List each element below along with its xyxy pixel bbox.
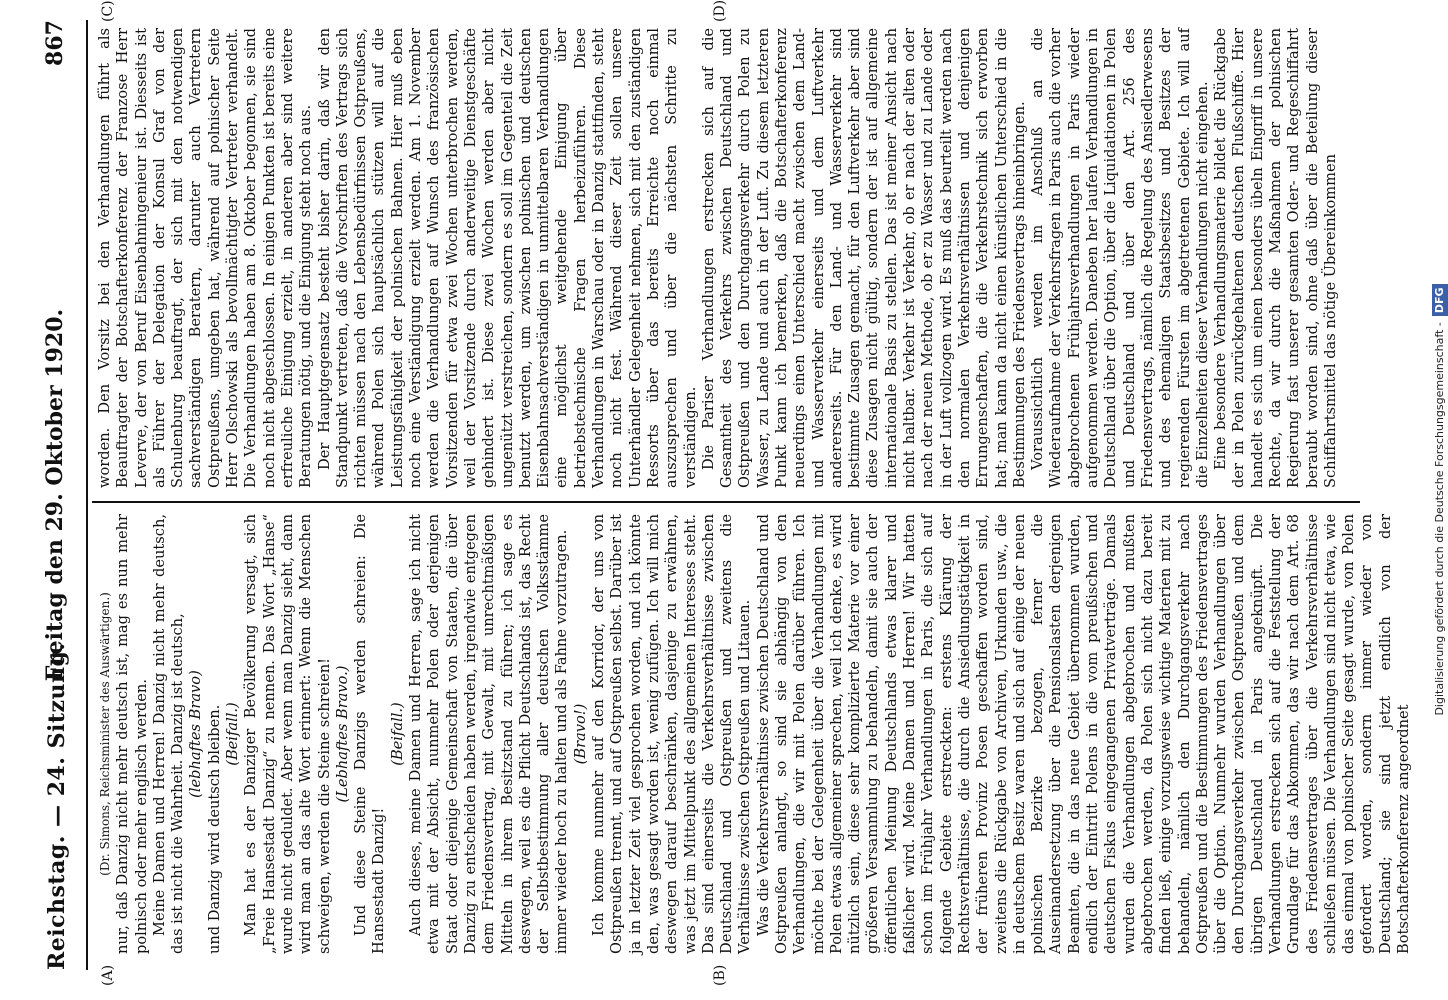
interjection: (Beifall.) bbox=[224, 702, 242, 766]
paragraph: und Danzig wird deutsch bleiben. bbox=[205, 704, 223, 954]
paragraph: Die Pariser Verhandlungen erstrecken sich auf die Gesamtheit des Verkehrs zwischen Deutschland und Ostpreußen und den Durchgangsverkehr durch Polen zu Wasser, zu Lande und auch in der Luft. Zu diesem letzteren Punkt kann ich bemerken, daß die Botschafterkonferenz neuerdings einen Unterschied macht zwischen dem Land- und Wasserverkehr einerseits und dem Luftverkehr andererseits. Für den Land- und Wasserverkehr sind bestimmte Zusagen gemacht, für den Luftverkehr aber sind diese Zusagen nicht gültig, sondern der ist auf allgemeine internationale Basis zu stellen. Das ist meiner Ansicht nach nicht haltbar. Verkehr ist Verkehr, ob er nach der alten oder nach der neuen Methode, ob er zu Wasser und zu Lande oder in der Luft vollzogen wird. Es muß das beurteilt werden nach den normalen Verkehrsverhältnissen und denjenigen Errungenschaften, die die Verkehrstechnik sich erworben hat; man kann da nicht einen künstlichen Unterschied in die Bestimmungen des Friedensvertrags hineinbringen. bbox=[699, 28, 1028, 488]
paragraph: Ich komme nunmehr auf den Korridor, der uns von Ostpreußen trennt, und auf Ostpreußen selbst. Darüber ist ja in letzter Zeit viel gesprochen worden, und ich könnte den, was gesagt worden ist, wenig zufügen. Ich will mich deswegen darauf beschränken, dasjenige zu erwähnen, was jetzt im Mittelpunkt des allgemeinen Interesses steht. Das sind einerseits die Verkehrsverhältnisse zwischen Deutschland und Ostpreußen und zweitens die Verhältnisse zwischen Ostpreußen und Litauen. bbox=[590, 514, 754, 954]
paragraph: Man hat es der Danziger Bevölkerung versagt, sich „Freie Hansestadt Danzig“ zu nennen. Das Wort „Hanse“ wurde nicht geduldet. Aber wenn man Danzig sieht, dann wird man an das alte Wort erinnert: Wenn die Menschen schweigen, werden die Steine schreien! bbox=[242, 514, 333, 954]
paragraph: Voraussichtlich werden im Anschluß an die Wiederaufnahme der Verkehrsfragen in Paris auch die vorher abgebrochenen Frühjahrsverhandlungen in Paris wieder aufgenommen werden. Daneben her laufen Verhandlungen in Deutschland über die Option, über die Liquidationen in Polen und Deutschland und über den Art. 256 des Friedensvertrags, nämlich die Regelung des Ansiedlerwesens und des ehemaligen Staatsbesitzes und Besitzes der regierenden Fürsten im abgetretenen Gebiete. Ich will auf die Einzelheiten dieser Verhandlungen nicht eingehen. bbox=[1029, 28, 1211, 488]
paragraph: Der Hauptgegensatz besteht bisher darin, daß wir den Standpunkt vertreten, daß die Vorschriften des Vertrags sich richten müssen nach den Lebensbedürfnissen Ostpreußens, während Polen sich hauptsächlich stützen will auf die Leistungsfähigkeit der polnischen Bahnen. Hier muß eben noch eine Verständigung erzielt werden. Am 1. November werden die Verhandlungen auf Wunsch des französischen Vorsitzenden für etwa zwei Wochen unterbrochen werden, weil der Vorsitzende durch anderweitige Dienstgeschäfte gehindert ist. Diese zwei Wochen werden aber nicht ungenützt verstreichen, sondern es soll im Gegenteil die Zeit benutzt werden, um zwischen polnischen und deutschen Eisenbahnsachverständigen in unmittelbaren Verhandlungen eine möglichst weitgehende Einigung über betriebstechnische Fragen herbeizuführen. Diese Verhandlungen in Warschau oder in Danzig stattfinden, steht noch nicht fest. Während dieser Zeit sollen unsere Unterhändler Gelegenheit nehmen, sich mit den zuständigen Ressorts über das bereits Erreichte noch einmal auszusprechen und über die nächsten Schritte zu verständigen. bbox=[315, 28, 699, 488]
header-left: Reichstag. — 24. Sitzung. bbox=[44, 642, 70, 970]
digitization-credit bbox=[1418, 10, 1446, 990]
interjection: (Lebhaftes Bravo.) bbox=[333, 665, 351, 803]
paragraph: worden. Den Vorsitz bei den Verhandlungen führt als Beauftragter der Botschafterkonferenz der Franzose Herr Leverve, der von Beruf Eisenbahningenieur ist. Diesseits ist als Führer der Delegation der Konsul Graf von der Schulenburg beauftragt, der sich mit den notwendigen sachverständigen Beratern, darunter auch Vertretern Ostpreußens, umgeben hat, während auf polnischer Seite Herr Olschowski als bevollmächtigter Vertreter verhandelt. Die Verhandlungen haben am 8. Oktober begonnen, sie sind noch nicht abgeschlossen. In einigen Punkten ist bereits eine erfreuliche Einigung erzielt, in anderen aber sind weitere Beratungen nötig, und die Einigung steht noch aus. bbox=[96, 28, 315, 488]
paragraph: Eine besondere Verhandlungsmaterie bildet die Rückgabe der in Polen zurückgehaltenen deutschen Flußschiffe. Hier handelt es sich um einen besonders übeln Eingriff in unsere Rechte, da wir durch die Maßnahmen der polnischen Regierung fast unserer gesamten Oder- und Regeschiffahrt beraubt worden sind, ohne daß über die Beteilung dieser Schiffahrtsmittel das nötige Übereinkommen bbox=[1212, 28, 1339, 488]
interjection: (Bravo!) bbox=[571, 703, 589, 765]
page-header bbox=[38, 20, 78, 970]
right-column bbox=[96, 28, 1360, 488]
margin-marker-a: (A) bbox=[100, 964, 116, 986]
paragraph: Auch dieses, meine Damen und Herren, sage ich nicht etwa mit der Absicht, nunmehr Polen oder derjenigen Staat oder diejenige Gemeinschaft von Staaten, die über Danzig zu entscheiden haben werden, irgendwie entgegen dem Friedensvertrag, mit Gewalt, mit unrechtmäßigen Mitteln in ihrem Besitzstand zu führen; ich sage es deswegen, weil es die Pflicht Deutschlands ist, das Recht der Selbstbestimmung aller deutschen Volksstämme immer wieder hoch zu halten und als Fahne vorzutragen. bbox=[407, 514, 571, 954]
margin-marker-b: (B) bbox=[712, 964, 728, 986]
dfg-logo: DFG bbox=[1432, 284, 1448, 316]
page-number: 867 bbox=[42, 20, 68, 66]
header-rule bbox=[86, 20, 88, 970]
paragraph: Und diese Steine Danzigs werden schreien: Die Hansestadt Danzig! bbox=[352, 514, 388, 954]
credit-text-wrapper bbox=[1432, 10, 1448, 990]
interjection: (lebhaftes Bravo) bbox=[187, 670, 205, 798]
margin-marker-d: (D) bbox=[712, 0, 728, 22]
header-date: Freitag den 29. Oktober 1920. bbox=[42, 308, 68, 682]
credit-text: Digitalisierung gefördert durch die Deutsche Forschungsgemeinschaft - bbox=[1433, 322, 1446, 716]
paragraph: Was die Verkehrsverhältnisse zwischen Deutschland und Ostpreußen anlangt, so sind sie abhängig von den Verhandlungen, die wir mit Polen darüber führen. Ich möchte bei der Gelegenheit über die Verhandlungen mit Polen etwas allgemeiner sprechen, weil ich denke, es wird nützlich sein, diese sehr komplizierte Materie vor einer größeren Versammlung zu behandeln, damit sie auch der öffentlichen Meinung Deutschlands etwas klarer und faßlicher wird. Meine Damen und Herren! Wir hatten schon im Frühjahr Verhandlungen in Paris, die sich auf folgende Gebiete erstreckten: erstens Klärung der Rechtsverhältnisse, die durch die Ansiedlungstätigkeit in der früheren Provinz Posen geschaffen worden sind, zweitens die Rückgabe von Archiven, Urkunden usw., die in deutschem Besitz waren und sich auf einige der neuen polnischen Bezirke bezogen, ferner die Auseinandersetzung über die Pensionslasten derjenigen Beamten, die in das neue Gebiet übernommen wurden, endlich der Eintritt Polens in die vom preußischen und deutschen Fiskus eingegangenen Privatverträge. Damals wurden die Verhandlungen abgebrochen und mußten abgebrochen werden, da Polen sich nicht dazu bereit finden ließ, einige vorzugsweise wichtige Materien mit zu behandeln, nämlich den Durchgangsverkehr nach Ostpreußen und die Bestimmungen des Friedensvertrages über die Option. Nunmehr wurden Verhandlungen über den Durchgangsverkehr zwischen Ostpreußen und dem übrigen Deutschland in Paris angeknüpft. Die Verhandlungen erstrecken sich auf die Feststellung der Grundlage für das Abkommen, das wir nach dem Art. 68 des Friedensvertrages über die Verkehrsverhältnisse schließen müssen. Die Verhandlungen sind nicht etwa, wie das einmal von polnischer Seite gesagt wurde, von Polen gefordert worden, sondern immer wieder von Deutschland; sie sind jetzt endlich von der Botschafterkonferenz angeordnet bbox=[754, 514, 1413, 954]
column-divider bbox=[92, 501, 1360, 503]
speaker-line: (Dr. Simons, Reichsminister des Auswärtigen.) bbox=[98, 592, 112, 876]
left-column bbox=[96, 514, 1413, 954]
paragraph: Meine Damen und Herren! Danzig nicht mehr deutsch, das ist nicht die Wahrheit. Danzig ist deutsch, bbox=[150, 514, 187, 954]
paragraph: nur, daß Danzig nicht mehr deutsch ist, mag es nun mehr polnisch oder mehr englisch werden. bbox=[114, 514, 150, 954]
interjection: (Beifall.) bbox=[388, 702, 406, 766]
margin-marker-c: (C) bbox=[100, 0, 116, 22]
